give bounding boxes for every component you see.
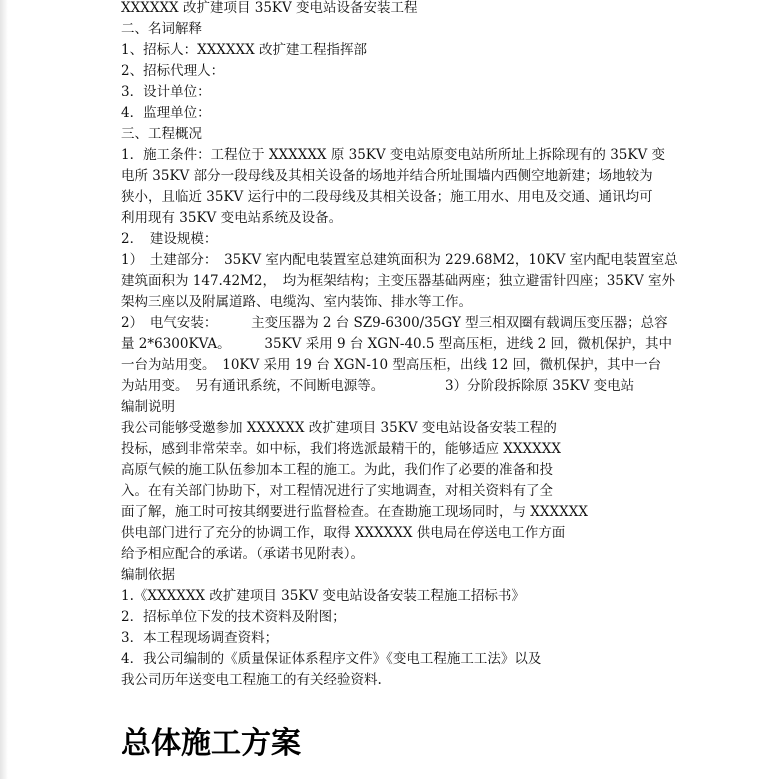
text-line: 我公司历年送变电工程施工的有关经验资料. bbox=[121, 672, 382, 688]
text-line: 1．施工条件：工程位于 XXXXXX 原 35KV 变电站原变电站所所址上拆除现有的 35KV 变 bbox=[121, 147, 666, 163]
text-line: 3．本工程现场调查资料； bbox=[121, 630, 279, 646]
text-line: 电所 35KV 部分一段母线及其相关设备的场地并结合所址围墙内西侧空地新建；场地较为 bbox=[121, 168, 653, 184]
text-line: 2、招标代理人： bbox=[121, 63, 225, 79]
text-line: 4．我公司编制的《质量保证体系程序文件》《变电工程施工工法》以及 bbox=[121, 651, 542, 667]
text-line: 入。在有关部门协助下，对工程情况进行了实地调查，对相关资料有了全 bbox=[121, 483, 553, 499]
section-heading-compilation-basis: 编制依据 bbox=[121, 567, 175, 583]
text-line: 2） 电气安装： 主变压器为 2 台 SZ9-6300/35GY 型三相双圈有载调压变压器；总容 bbox=[121, 315, 668, 331]
text-line: 2． 建设规模： bbox=[121, 231, 218, 247]
overall-construction-plan-heading: 总体施工方案 bbox=[121, 726, 301, 761]
document-title-line: XXXXXX 改扩建项目 35KV 变电站设备安装工程 bbox=[121, 0, 418, 16]
text-line: 供电部门进行了充分的协调工作，取得 XXXXXX 供电局在停送电工作方面 bbox=[121, 525, 566, 541]
text-line: 架构三座以及附属道路、电缆沟、室内装饰、排水等工作。 bbox=[121, 294, 472, 310]
text-line: 给予相应配合的承诺。（承诺书见附表）。 bbox=[121, 546, 364, 562]
text-line: 1） 土建部分： 35KV 室内配电装置室总建筑面积为 229.68M2，10KV 室内配电装置室总 bbox=[121, 252, 678, 268]
text-line: 4．监理单位： bbox=[121, 105, 211, 121]
text-line: 2．招标单位下发的技术资料及附图； bbox=[121, 609, 346, 625]
text-line: 3．设计单位： bbox=[121, 84, 211, 100]
text-line: 1.《XXXXXX 改扩建项目 35KV 变电站设备安装工程施工招标书》 bbox=[121, 588, 525, 604]
text-line: 投标，感到非常荣幸。如中标，我们将选派最精干的，能够适应 XXXXXX bbox=[121, 441, 561, 457]
text-line: 1、招标人：XXXXXX 改扩建工程指挥部 bbox=[121, 42, 368, 58]
text-line: 为站用变。 另有通讯系统，不间断电源等。 3）分阶段拆除原 35KV 变电站 bbox=[121, 378, 635, 394]
text-line: 我公司能够受邀参加 XXXXXX 改扩建项目 35KV 变电站设备安装工程的 bbox=[121, 420, 557, 436]
section-heading-compilation-notes: 编制说明 bbox=[121, 399, 175, 415]
text-line: 一台为站用变。 10KV 采用 19 台 XGN-10 型高压柜，出线 12 回，微机保护，其中一台 bbox=[121, 357, 662, 373]
section-heading-terms: 二、名词解释 bbox=[121, 21, 202, 37]
text-line: 量 2*6300KVA。 35KV 采用 9 台 XGN-40.5 型高压柜，进线 2 回，微机保护，其中 bbox=[121, 336, 672, 352]
text-line: 面了解，施工时可按其纲要进行监督检查。在查勘施工现场同时，与 XXXXXX bbox=[121, 504, 588, 520]
text-line: 高原气候的施工队伍参加本工程的施工。为此，我们作了必要的准备和投 bbox=[121, 462, 553, 478]
text-line: 狭小，且临近 35KV 运行中的二段母线及其相关设备；施工用水、用电及交通、通讯均可 bbox=[121, 189, 653, 205]
text-line: 利用现有 35KV 变电站系统及设备。 bbox=[121, 210, 343, 226]
section-heading-overview: 三、工程概况 bbox=[121, 126, 202, 142]
text-line: 建筑面积为 147.42M2， 均为框架结构；主变压器基础两座；独立避雷针四座；35KV 室外 bbox=[121, 273, 675, 289]
